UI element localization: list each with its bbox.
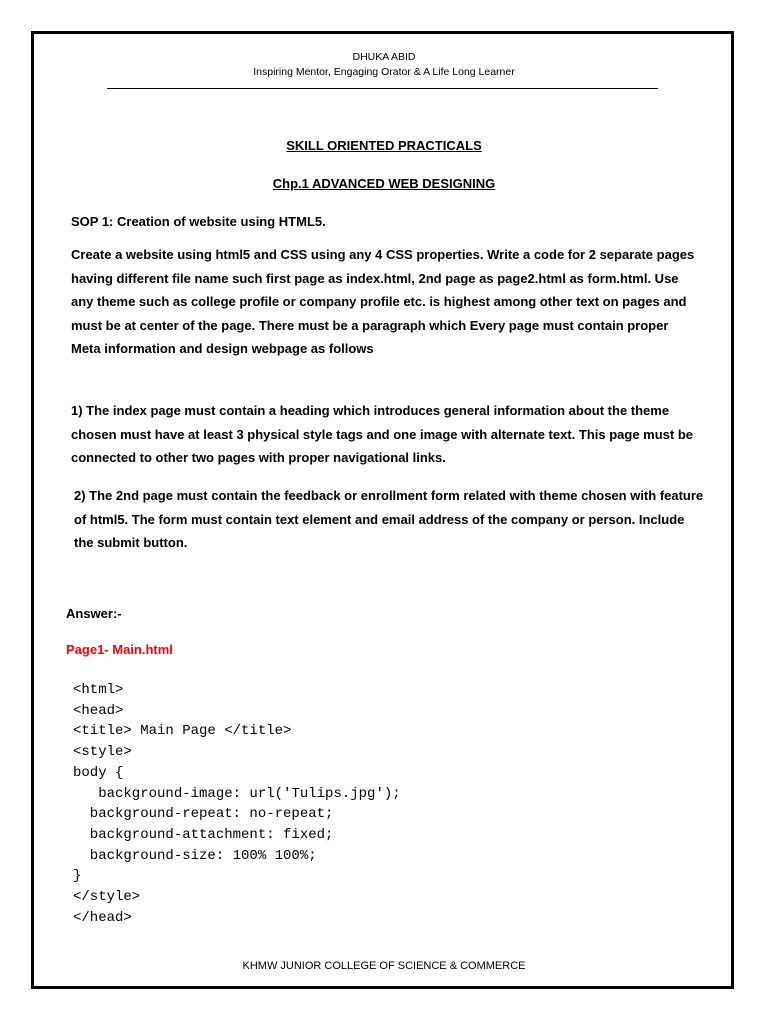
author-name: DHUKA ABID (352, 51, 416, 63)
code-line: body { (73, 764, 124, 781)
page1-label: Page1- Main.html (66, 642, 173, 657)
code-line: <style> (73, 744, 132, 761)
code-line: } (73, 868, 82, 885)
code-line: background-repeat: no-repeat; (73, 806, 334, 823)
page-header (0, 50, 768, 80)
sop-heading: SOP 1: Creation of website using HTML5. (71, 214, 326, 229)
code-line: background-size: 100% 100%; (73, 847, 317, 864)
code-listing (73, 680, 401, 928)
code-line: <html> (73, 682, 124, 698)
index-page-requirement: 1) The index page must contain a heading which introduces general information about the theme chosen must have at least 3 physical style tags and one image with alternate text. This page must be connected to other two pages with proper navigational links. (71, 403, 694, 465)
chapter-title: Chp.1 ADVANCED WEB DESIGNING (272, 176, 496, 191)
form-page-requirement: 2) The 2nd page must contain the feedback or enrollment form related with theme chosen with feature of html5. The form must contain text element and email address of the company or person. Include the submit button. (74, 488, 704, 550)
document-title: SKILL ORIENTED PRACTICALS (286, 138, 482, 153)
header-divider (107, 88, 658, 89)
task-description: Create a website using html5 and CSS using any 4 CSS properties. Write a code for 2 separate pages having different file name such first page as index.html, 2nd page as page2.html as form.html. Use any theme such as college profile or company profile etc. is highest among other text on pages and must be at center of the page. There must be a paragraph which Every page must contain proper Meta information and design webpage as follows (71, 247, 695, 356)
code-line: background-attachment: fixed; (73, 826, 334, 843)
page-footer: KHMW JUNIOR COLLEGE OF SCIENCE & COMMERCE (242, 960, 526, 972)
code-line: <title> Main Page </title> (73, 723, 292, 740)
code-line: <head> (73, 702, 124, 719)
author-tagline: Inspiring Mentor, Engaging Orator & A Life Long Learner (253, 66, 515, 78)
code-line: background-image: url('Tulips.jpg'); (73, 785, 401, 802)
code-line: </style> (73, 889, 141, 906)
code-line: </head> (73, 909, 132, 926)
answer-label: Answer:- (66, 606, 122, 621)
